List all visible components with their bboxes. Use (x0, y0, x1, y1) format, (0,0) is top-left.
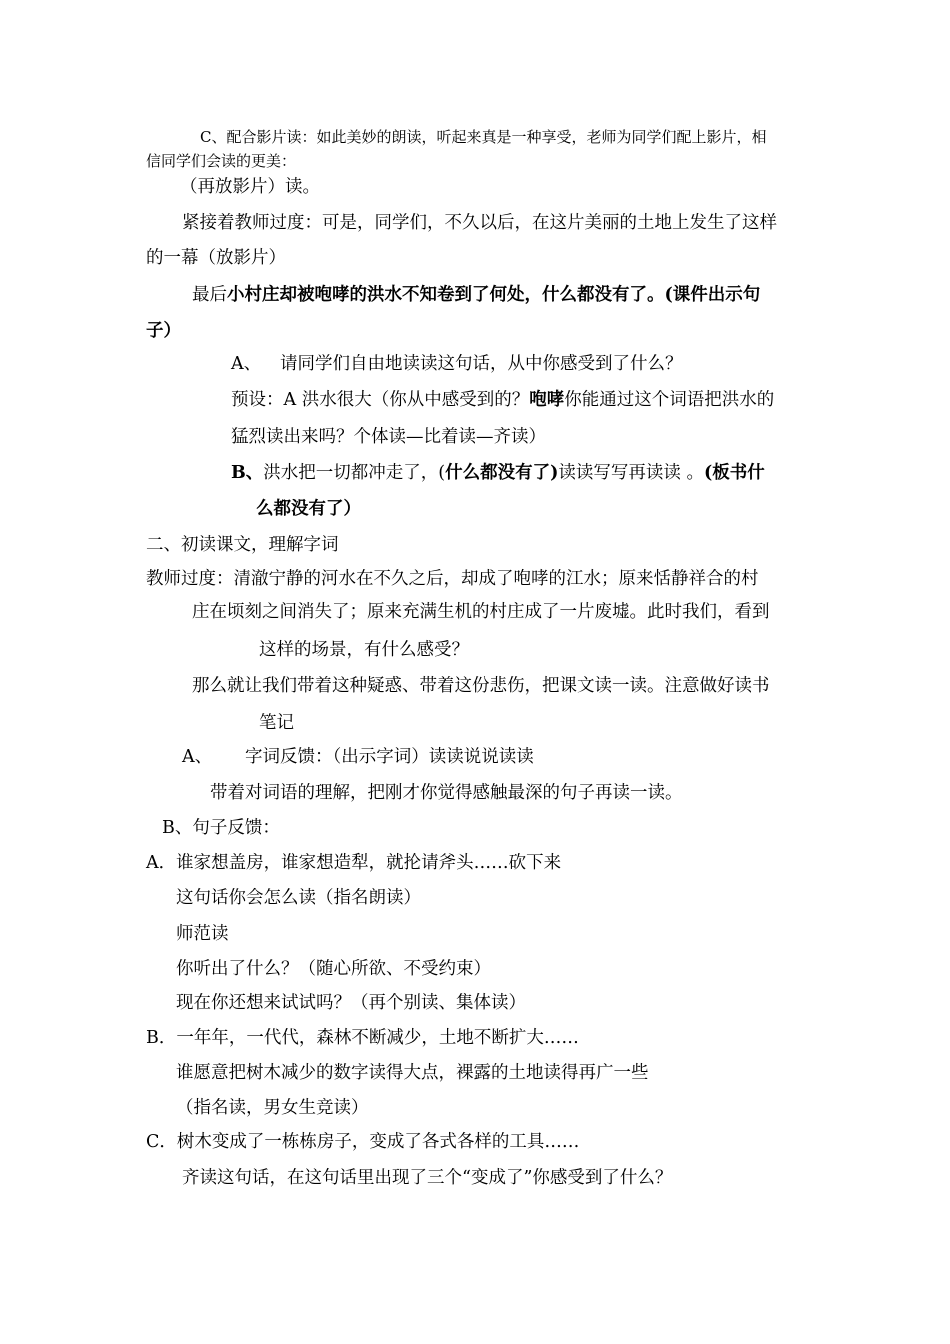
text-run: 读读写写再读读 。 (558, 463, 704, 483)
paragraph-line: 师范读 (176, 924, 229, 944)
paragraph-line: 这样的场景，有什么感受？ (259, 640, 469, 660)
paragraph-line: B、句子反馈： (162, 818, 280, 838)
paragraph-line: 子） (146, 321, 181, 341)
paragraph-line: 字词反馈：（出示字词）读读说说读读 (245, 747, 534, 767)
bold-text-run: (板书什 (703, 463, 765, 483)
list-item-marker: A、 (231, 354, 262, 374)
paragraph-line: 笔记 (259, 713, 294, 733)
list-item: B．一年年，一代代，森林不断减少，土地不断扩大…… (146, 1028, 579, 1048)
section-heading: 二、初读课文，理解字词 (146, 535, 339, 555)
paragraph-line: 你听出了什么？（随心所欲、不受约束） (176, 959, 491, 979)
paragraph-line: 的一幕（放影片） (146, 248, 286, 268)
paragraph-line: （指名读，男女生竞读） (176, 1098, 369, 1118)
list-item: A．谁家想盖房，谁家想造犁，就抡请斧头……砍下来 (146, 853, 562, 873)
list-item-marker: A、 (182, 747, 213, 767)
paragraph-line (192, 284, 760, 306)
text-run: 洪水把一切都冲走了，( (263, 463, 446, 483)
bold-text-run: 咆哮 (529, 390, 565, 410)
text-run: 你能通过这个词语把洪水的 (564, 390, 775, 410)
bold-text-run: 小村庄却被咆哮的洪水不知卷到了何处，什么都没有了。(课件出示句 (227, 285, 761, 305)
paragraph-line: （再放影片）读。 (180, 177, 320, 197)
paragraph-line: 那么就让我们带着这种疑惑、带着这份悲伤，把课文读一读。注意做好读书 (192, 676, 770, 696)
paragraph-line: 请同学们自由地读读这句话，从中你感受到了什么？ (280, 354, 683, 374)
bold-text-run: 什么都没有了) (445, 463, 559, 483)
paragraph-line: 信同学们会读的更美： (146, 152, 297, 170)
paragraph-line: 庄在顷刻之间消失了；原来充满生机的村庄成了一片废墟。此时我们，看到 (192, 602, 770, 622)
paragraph-line: 现在你还想来试试吗？（再个别读、集体读） (176, 993, 526, 1013)
bold-text-run: B、 (231, 463, 264, 483)
paragraph-line: 谁愿意把树木减少的数字读得大点，裸露的土地读得再广一些 (176, 1063, 649, 1083)
paragraph-line: 么都没有了） (256, 499, 361, 519)
paragraph-line: C、配合影片读：如此美妙的朗读，听起来真是一种享受，老师为同学们配上影片，相 (200, 128, 767, 146)
paragraph-line: 教师过度：清澈宁静的河水在不久之后，却成了咆哮的江水；原来恬静祥合的村 (146, 569, 759, 589)
text-run: 预设：A 洪水很大（你从中感受到的？ (231, 390, 530, 410)
paragraph-line: 齐读这句话，在这句话里出现了三个“变成了”你感受到了什么？ (182, 1168, 673, 1188)
text-run: 最后 (192, 285, 227, 305)
paragraph-line: 猛烈读出来吗？个体读—比着读—齐读） (231, 427, 546, 447)
paragraph-line (231, 462, 765, 484)
paragraph-line: 紧接着教师过度：可是，同学们，不久以后，在这片美丽的土地上发生了这样 (182, 213, 777, 233)
paragraph-line: 带着对词语的理解，把刚才你觉得感触最深的句子再读一读。 (210, 783, 683, 803)
paragraph-line: 这句话你会怎么读（指名朗读） (176, 888, 421, 908)
paragraph-line (231, 389, 774, 411)
list-item: C．树木变成了一栋栋房子，变成了各式各样的工具…… (146, 1132, 580, 1152)
